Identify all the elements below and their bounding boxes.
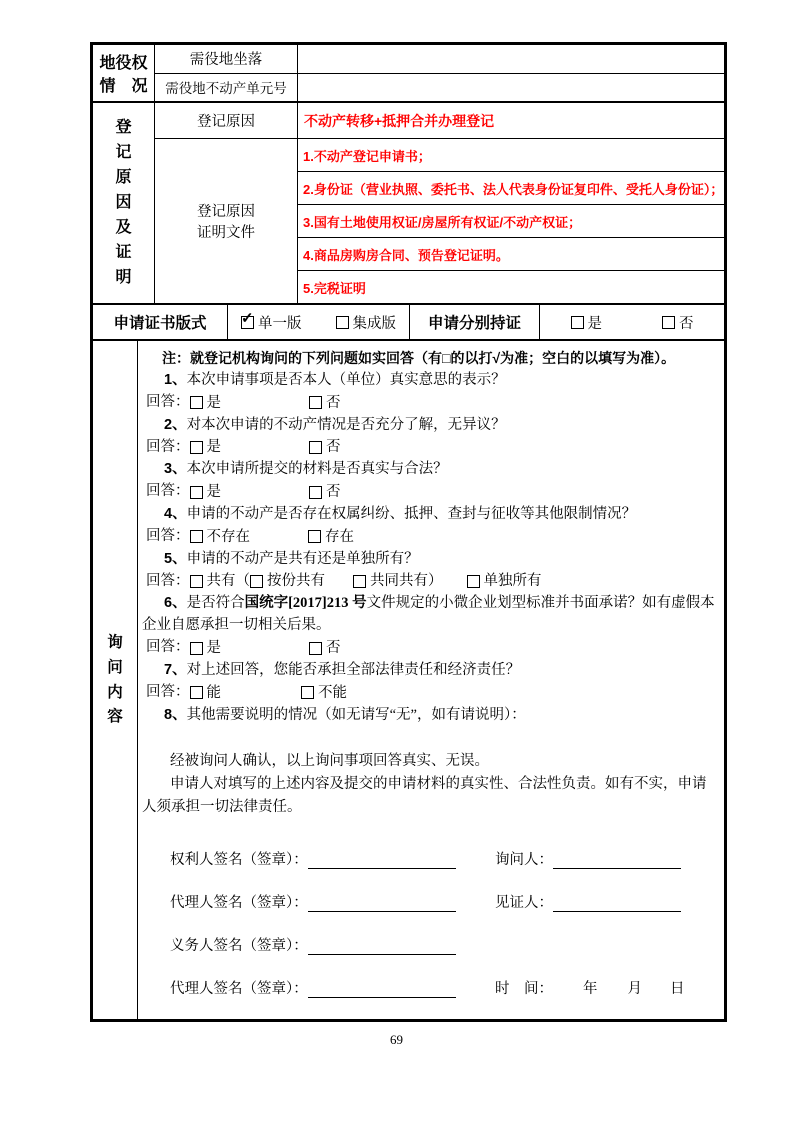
proof-item: 4.商品房购房合同、预告登记证明。 [298,238,724,271]
inquirer-label: 询问人： [495,851,553,868]
proof-item: 2.身份证（营业执照、委托书、法人代表身份证复印件、受托人身份证）； [298,172,724,205]
answer-line [142,525,716,548]
option-label: 单独所有 [483,573,542,590]
question-number: 2、 [164,416,187,433]
inquiry-section-label [93,341,138,1019]
checkbox-option[interactable] [353,570,443,592]
vertical-label-char: 及 [115,219,132,236]
proof-item: 1.不动产登记申请书； [298,139,724,172]
checkbox-option[interactable] [336,312,397,333]
confirmation-block [142,750,716,819]
option-label: 不存在 [206,528,250,545]
checkbox-icon[interactable] [309,642,322,655]
option-label: 是 [587,315,602,332]
checkbox-option[interactable] [301,682,347,704]
option-label: 共同共有） [370,573,443,590]
checkbox-icon[interactable] [662,316,675,329]
question-number: 8、 [164,706,187,723]
question-number: 5、 [164,550,187,567]
vertical-label-char: 原 [115,169,132,186]
checkbox-icon[interactable] [190,530,203,543]
question-text [142,369,716,391]
checkbox-option[interactable] [190,392,222,414]
vertical-label-char: 登 [115,119,132,136]
inquiry-content [138,341,724,1019]
certificate-format-options [228,305,410,339]
agent-signature-label-1: 代理人签名（签章）： [170,894,308,911]
certificate-format-row [93,305,724,341]
proof-documents-label [155,139,298,303]
question-segment: 国统字[2017]213 号 [244,595,367,612]
answer-prefix: 回答： [146,483,190,500]
question-number: 4、 [164,506,187,523]
checkbox-option[interactable] [241,312,302,333]
option-label: 按份共有 [267,573,325,590]
option-label: 否 [326,484,341,501]
inquiry-note: 注：就登记机构询问的下列问题如实回答（有□的以打√为准；空白的以填写为准）。 [162,350,676,366]
checkbox-icon[interactable] [353,575,366,588]
checkbox-icon[interactable] [190,642,203,655]
time-label: 时 间： [495,980,553,997]
checkbox-icon[interactable] [190,486,203,499]
checkbox-option[interactable] [467,570,542,592]
table-row [155,45,724,74]
option-label: 是 [206,439,221,456]
time-day-label: 日 [670,980,685,997]
question-segment: 本次申请事项是否本人（单位）真实意思的表示？ [186,372,506,388]
checkbox-option[interactable] [308,526,354,548]
question-segment: 文件规定的小微企业划型标准并书面承诺？如有虚假本企业自愿承担一切相关后果。 [142,595,715,634]
servient-land-location-field[interactable] [298,45,724,73]
registration-proof-row [155,139,724,303]
registration-label-chars [115,111,131,295]
checkbox-option[interactable] [309,481,341,503]
answer-prefix: 回答： [146,639,190,656]
question-text [142,458,716,480]
answer-prefix: 回答： [146,394,190,410]
witness-label: 见证人： [495,894,553,911]
question-text [142,414,716,436]
checkbox-icon[interactable] [309,396,322,409]
vertical-label-char: 容 [107,708,123,726]
checkbox-option[interactable] [190,481,222,503]
answer-line [142,570,716,593]
obligor-signature-field[interactable] [308,938,456,955]
option-label: 不能 [318,684,347,701]
certificate-format-label: 申请证书版式 [93,305,228,339]
easement-section-label [93,45,155,101]
time-year-label: 年 [583,980,598,997]
option-label: 否 [326,640,341,657]
option-label: 是 [206,484,221,501]
answer-line [142,436,716,459]
agent-signature-field-2[interactable] [308,981,456,998]
signature-row [170,890,716,912]
agent-signature-field-1[interactable] [308,895,456,912]
answer-prefix: 回答： [146,438,190,455]
question-segment: 对本次申请的不动产情况是否充分了解，无异议？ [186,416,506,433]
inquirer-signature-field[interactable] [553,852,681,869]
separate-certificate-label: 申请分别持证 [410,305,540,339]
checkbox-icon[interactable] [467,575,480,588]
question-text [142,704,716,726]
proof-item: 5.完税证明 [303,280,366,296]
registration-reason-label: 登记原因 [155,103,298,138]
question-segment: 是否符合 [186,595,245,612]
servient-land-location-label: 需役地坐落 [155,45,298,73]
witness-signature-field[interactable] [553,895,681,912]
table-row [155,74,724,102]
question-segment: 对上述回答，您能否承担全部法律责任和经济责任？ [186,662,521,679]
checkbox-icon[interactable] [301,686,314,699]
registration-section-label [93,103,155,303]
proof-item: 3.国有土地使用权证/房屋所有权证/不动产权证； [298,205,724,238]
easement-label-line2: 情 况 [99,78,148,95]
right-holder-signature-field[interactable] [308,852,456,869]
option-label: 能 [206,684,221,701]
checkbox-option[interactable] [309,392,341,414]
checkbox-option[interactable] [309,637,341,659]
separate-certificate-options [540,305,724,339]
registration-reason-row [155,103,724,139]
checkbox-option[interactable] [190,526,251,548]
question-segment: 本次申请所提交的材料是否真实与合法？ [186,461,448,478]
option-label: 单一版 [258,315,302,332]
time-month-label: 月 [627,980,642,997]
checked-checkbox-icon[interactable] [241,316,254,329]
vertical-label-char: 证 [115,244,132,261]
confirmation-statement-2: 申请人对填写的上述内容及提交的申请材料的真实性、合法性负责。如有不实，申请人须承担一切法律责任。 [142,775,707,815]
vertical-label-char: 明 [115,269,132,286]
inquiry-label-chars [107,626,123,734]
proof-items-list [298,139,724,303]
checkbox-icon[interactable] [308,530,321,543]
checkbox-option[interactable] [662,312,694,333]
easement-label-line1: 地役权 [99,55,148,72]
question-number: 3、 [164,461,187,478]
proof-label-line2: 证明文件 [197,225,255,241]
page-number: 69 [390,1032,403,1047]
signature-row [170,847,716,869]
vertical-label-char: 记 [115,144,132,161]
checkbox-icon[interactable] [571,316,584,329]
question-number: 1、 [164,372,187,388]
checkbox-icon[interactable] [190,575,203,588]
vertical-label-char: 问 [107,658,123,676]
option-label: 否 [326,439,341,456]
checkbox-option[interactable] [571,312,603,333]
answer-line [142,636,716,659]
registration-reason-value: 不动产转移+抵押合并办理登记 [304,112,495,129]
vertical-label-char: 询 [107,634,123,652]
question-text [142,548,716,570]
signature-row [170,933,716,955]
option-label: 是 [206,394,221,411]
question-number: 7、 [164,662,187,679]
inquiry-section [93,341,724,1019]
signature-row [170,976,716,998]
answer-line [142,480,716,503]
checkbox-option[interactable] [190,682,222,704]
option-label: 否 [326,394,341,411]
easement-section [93,45,724,103]
checkbox-option[interactable] [250,570,325,592]
checkbox-option[interactable] [190,570,251,592]
option-label: 共有（ [206,573,250,590]
answer-line [142,391,716,414]
answer-prefix: 回答： [146,528,190,545]
checkbox-icon[interactable] [190,396,203,409]
option-label: 否 [679,315,694,332]
servient-land-unit-number-label: 需役地不动产单元号 [155,74,298,102]
question-text [142,592,716,636]
answer-prefix: 回答： [146,572,190,589]
proof-label-line1: 登记原因 [197,204,255,220]
registration-section [93,103,724,305]
checkbox-icon[interactable] [190,441,203,454]
checkbox-icon[interactable] [336,316,349,329]
question-segment: 其他需要说明的情况（如无请写“无”，如有请说明）： [186,706,526,723]
question-segment: 申请的不动产是共有还是单独所有？ [186,550,419,567]
right-holder-signature-label: 权利人签名（签章）： [170,851,308,868]
option-label: 是 [206,640,221,657]
question-segment: 申请的不动产是否存在权属纠纷、抵押、查封与征收等其他限制情况？ [186,506,637,523]
answer-prefix: 回答： [146,684,190,701]
option-label: 存在 [325,528,354,545]
form-table [90,42,727,1022]
checkbox-icon[interactable] [250,575,263,588]
checkbox-icon[interactable] [190,686,203,699]
checkbox-option[interactable] [190,637,222,659]
vertical-label-char: 内 [107,683,123,701]
checkbox-icon[interactable] [309,441,322,454]
obligor-signature-label: 义务人签名（签章）： [170,937,308,954]
confirmation-statement-1: 经被询问人确认，以上询问事项回答真实、无误。 [170,752,489,769]
checkbox-icon[interactable] [309,486,322,499]
checkbox-option[interactable] [190,436,222,458]
vertical-label-char: 因 [115,194,132,211]
option-label: 集成版 [352,315,396,332]
question-number: 6、 [164,595,187,612]
answer-line [142,681,716,704]
servient-land-unit-number-field[interactable] [298,74,724,102]
question-text [142,503,716,525]
agent-signature-label-2: 代理人签名（签章）： [170,980,308,997]
signature-block [142,847,716,998]
checkbox-option[interactable] [309,436,341,458]
question-text [142,659,716,681]
questions [142,369,716,726]
